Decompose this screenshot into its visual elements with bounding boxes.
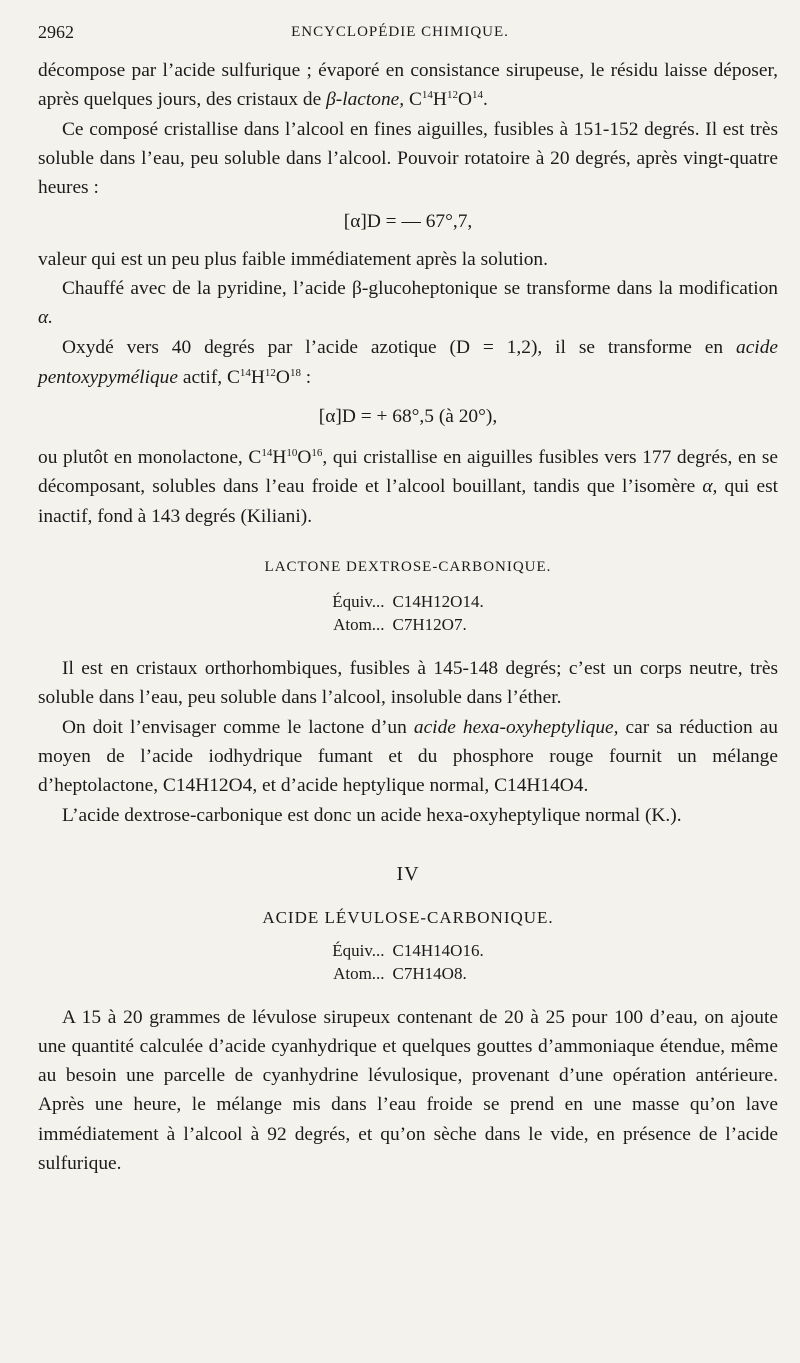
paragraph-pyridine: Chauffé avec de la pyridine, l’acide β-glucoheptonique se transforme dans la modification α. [38,278,778,329]
equiv-label: Équiv... [332,592,385,612]
atom-row [328,613,487,636]
formula-table-lactone [328,590,487,636]
page-number: 2962 [38,22,74,42]
formula-rotatory-power-2: [α]D = + 68°,5 (à 20°), [318,405,498,427]
paragraph-orthorhombiques: Il est en cristaux orthorhombiques, fusibles à 145-148 degrés; c’est un corps neutre, très soluble dans l’eau, peu soluble dans l’alcool, insoluble dans l’éther. [38,658,778,709]
atom-label: Atom... [333,615,385,635]
equiv-label: Équiv... [332,940,385,960]
paragraph-oxyde: Oxydé vers 40 degrés par l’acide azotique (D = 1,2), il se transforme en acide pentoxypymélique actif, $C^{14}H^{12}O^{18}$ : [38,336,778,389]
paragraph-dextrose-carbonique: L’acide dextrose-carbonique est donc un acide hexa-oxyheptylique normal (K.). [62,804,682,826]
body-text [38,56,778,1178]
paragraph-envisager: On doit l’envisager comme le lactone d’un acide hexa-oxyheptylique, car sa réduction au moyen de l’acide iodhydrique fumant et du phosphore rouge fournit un mélange d’heptolactone, C14H12O4, et d’acide heptylique normal, C14H14O4. [38,716,778,797]
section-heading-lactone: LACTONE DEXTROSE-CARBONIQUE. [264,558,552,575]
atom-value: C7H14O8. [392,963,467,983]
atom-value: C7H12O7. [392,615,467,635]
formula-rotatory-power-1: [α]D = — 67°,7, [343,211,473,233]
paragraph-monolactone: ou plutôt en monolactone, $C^{14}H^{10}O^{16}$, qui cristallise en aiguilles fusibles vers 177 degrés, en se décomposant, solubles dans l’eau froide et l’alcool bouillant, tandis que l’isomère α, qui est inactif, fond à 143 degrés (Kiliani). [38,446,779,527]
section-numeral: IV [396,862,420,885]
paragraph-decompose: décompose par l’acide sulfurique ; évaporé en consistance sirupeuse, le résidu laisse déposer, après quelques jours, des cristaux de β-lactone, $C^{14}H^{12}O^{14}$. [38,60,778,111]
page-header [38,22,762,46]
equiv-row [328,939,487,962]
section-heading-levulose: ACIDE LÉVULOSE-CARBONIQUE. [262,908,554,928]
equiv-row [328,590,487,613]
paragraph-valeur: valeur qui est un peu plus faible immédiatement après la solution. [38,248,548,270]
equiv-value: C14H12O14. [392,592,484,612]
formula-table-levulose [328,939,487,985]
atom-row [328,962,487,985]
atom-label: Atom... [333,963,385,983]
paragraph-crystallise: Ce composé cristallise dans l’alcool en fines aiguilles, fusibles à 151-152 degrés. Il est très soluble dans l’eau, peu soluble dans l’alcool. Pouvoir rotatoire à 20 degrés, après vingt-quatre heures : [38,118,778,199]
paragraph-levulose-preparation: A 15 à 20 grammes de lévulose sirupeux contenant de 20 à 25 pour 100 d’eau, on ajoute une quantité calculée d’acide cyanhydrique et quelques gouttes d’ammoniaque étendue, même au besoin une parcelle de cyanhydrine lévulosique, provenant d’une opération antérieure. Après une heure, le mélange mis dans l’eau froide se prend en une masse qu’on lave immédiatement à l’alcool à 92 degrés, et qu’on sèche dans le vide, en présence de l’acide sulfurique. [38,1006,778,1175]
running-head: ENCYCLOPÉDIE CHIMIQUE. [291,24,509,40]
equiv-value: C14H14O16. [392,940,484,960]
